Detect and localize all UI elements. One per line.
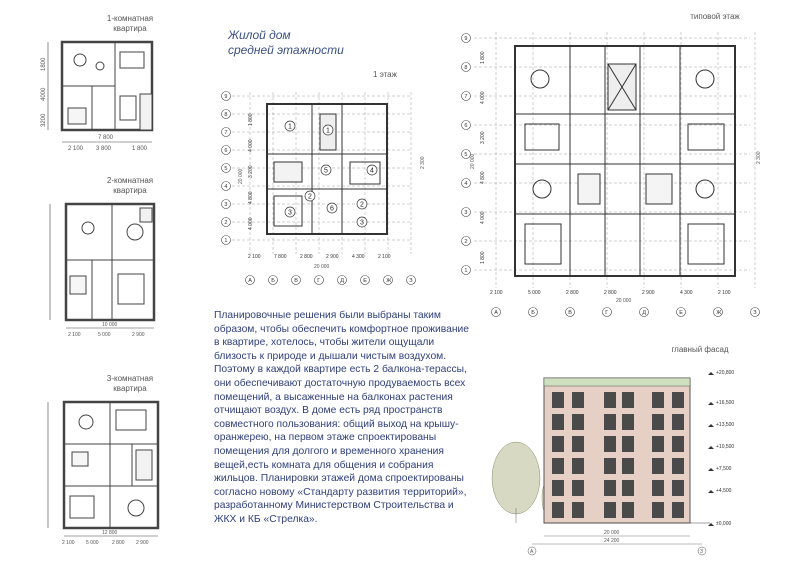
facade-window: [604, 414, 616, 430]
apt1-dim-left-3: 3200: [41, 113, 47, 127]
axis-label: 5: [224, 166, 228, 172]
facade-window: [572, 480, 584, 496]
axis-label: 7: [224, 130, 228, 136]
facade-window: [652, 502, 664, 518]
facade-window: [552, 458, 564, 474]
level-label: ±0,000: [716, 521, 732, 527]
dimension-label: 2 100: [378, 254, 391, 260]
axis-label: 5: [464, 152, 468, 158]
axis-label: Д: [340, 278, 344, 284]
facade-window: [622, 502, 634, 518]
page-title-line2: средней этажности: [228, 43, 344, 57]
axis-label: А: [248, 278, 252, 284]
axis-label: 8: [224, 112, 228, 118]
facade-window: [604, 392, 616, 408]
axis-label: 3: [464, 210, 468, 216]
facade-window: [652, 458, 664, 474]
facade-label: главный фасад: [671, 345, 729, 354]
apt1-dim-left-2: 4000: [41, 87, 47, 101]
apt1-dim-total: 7 800: [98, 135, 114, 141]
dimension-label: 3 200: [480, 131, 486, 144]
facade-window: [552, 436, 564, 452]
apt1-dim-bottom-3: 1 800: [132, 146, 148, 152]
axis-label: Б: [271, 278, 275, 284]
typical-total-width: 20 000: [616, 298, 632, 304]
floor1-right-dim: 2 300: [420, 156, 426, 169]
dimension-label: 2 800: [300, 254, 313, 260]
facade-axis-left: А: [530, 549, 534, 555]
dimension-label: 2 100: [248, 254, 261, 260]
axis-label: Д: [642, 310, 646, 316]
dimension-label: 3 200: [248, 165, 254, 178]
room-number: 3: [360, 219, 364, 227]
axis-label: В: [294, 278, 298, 284]
level-marker: [708, 402, 714, 405]
dimension-label: 2 900: [326, 254, 339, 260]
level-label: +4,500: [716, 488, 732, 494]
dimension-label: 4 000: [248, 139, 254, 152]
room-number: 2: [360, 201, 364, 209]
facade-window: [672, 392, 684, 408]
axis-label: Е: [363, 278, 367, 284]
level-marker: [708, 424, 714, 427]
page-title-line1: Жилой дом: [228, 28, 291, 42]
level-marker: [708, 468, 714, 471]
apt3-plan: [36, 396, 170, 548]
dimension-label: 4 800: [248, 191, 254, 204]
facade-window: [552, 392, 564, 408]
axis-label: 6: [464, 123, 468, 129]
typical-floor-label: типовой этаж: [690, 12, 740, 21]
facade-window: [572, 502, 584, 518]
apt3-dim-bottom-4: 2 900: [136, 540, 149, 546]
apt1-dim-bottom-2: 3 800: [96, 146, 112, 152]
dimension-label: 4 300: [680, 290, 693, 296]
axis-label: З: [753, 310, 757, 316]
level-marker: [708, 523, 714, 526]
typical-floor-plan: [460, 24, 780, 324]
room-number: 2: [308, 193, 312, 201]
dimension-label: 7 800: [274, 254, 287, 260]
dimension-label: 2 100: [490, 290, 503, 296]
facade-window: [672, 414, 684, 430]
facade-window: [604, 436, 616, 452]
apt2-label: [95, 176, 165, 196]
axis-label: Г: [605, 310, 609, 316]
room-number: 5: [324, 167, 328, 175]
axis-label: 9: [224, 94, 228, 100]
facade-window: [622, 458, 634, 474]
apt1-label-line1: 1-комнатная: [106, 14, 154, 23]
apt3-label-line2: квартира: [113, 384, 147, 393]
level-label: +13,500: [716, 422, 735, 428]
axis-label: 2: [464, 239, 468, 245]
room-number: 3: [288, 209, 292, 217]
floor1-plan: [212, 84, 452, 294]
apt2-label-line2: квартира: [113, 186, 147, 195]
dimension-label: 2 800: [604, 290, 617, 296]
axis-label: 2: [224, 220, 228, 226]
level-label: +7,500: [716, 466, 732, 472]
facade-window: [672, 436, 684, 452]
level-label: +10,500: [716, 444, 735, 450]
apt2-dim-bottom-1: 2 100: [68, 332, 81, 338]
apt1-label-line2: квартира: [113, 24, 147, 33]
axis-label: 9: [464, 36, 468, 42]
axis-label: Е: [679, 310, 683, 316]
facade-window: [672, 502, 684, 518]
dimension-label: 1 800: [248, 113, 254, 126]
axis-label: Ж: [716, 310, 722, 316]
facade-window: [552, 502, 564, 518]
room-number: 1: [326, 127, 330, 135]
facade-window: [604, 502, 616, 518]
facade-window: [604, 458, 616, 474]
facade-window: [552, 480, 564, 496]
facade-window: [672, 458, 684, 474]
dimension-label: 4 300: [352, 254, 365, 260]
axis-label: 4: [224, 184, 228, 190]
apt2-plan: [40, 198, 170, 338]
typical-right-dim: 2 300: [756, 151, 762, 164]
axis-label: 6: [224, 148, 228, 154]
apt2-label-line1: 2-комнатная: [106, 176, 154, 185]
apt3-dim-total: 12 800: [102, 530, 118, 536]
apt1-plan: [40, 38, 170, 153]
facade-window: [672, 480, 684, 496]
apt1-label: [95, 14, 165, 34]
axis-label: Г: [317, 278, 321, 284]
facade-window: [652, 436, 664, 452]
facade-window: [622, 392, 634, 408]
typical-total-height: 20 000: [470, 153, 476, 169]
axis-label: Ж: [386, 278, 392, 284]
level-label: +20,800: [716, 370, 735, 376]
level-label: +16,500: [716, 400, 735, 406]
facade-window: [652, 392, 664, 408]
floor1-label: 1 этаж: [373, 70, 397, 79]
description-text: Планировочные решения были выбраны таким образом, чтобы обеспечить комфортное проживание в квартире, хотелось, чтобы жители ощущали близость к природе и дышали чистым воздухом. Поэтому в каждой квартире есть 2 балкона-терассы, они обеспечивают достаточную продуваемость всех помещений, а высаженные на балконах растения отчищают воздух. В доме есть ряд пространств совместного пользования: общий выход на крышу-оранжерею, на первом этаже спроектированы помещения для долгого и временного хранения вещей,есть комната для общения и собрания жильцов. Планировки этажей дома спроектированы согласно новому «Стандарту развития территорий», разработанному Министерством Строительства и ЖКХ и КБ «Стрелка».: [214, 310, 469, 525]
dimension-label: 2 800: [566, 290, 579, 296]
dimension-label: 4 800: [480, 171, 486, 184]
facade-dim-inner: 20 000: [604, 530, 620, 536]
facade-window: [622, 480, 634, 496]
room-number: 6: [330, 205, 334, 213]
facade-window: [552, 414, 564, 430]
apt3-dim-bottom-3: 2 800: [112, 540, 125, 546]
facade-window: [652, 414, 664, 430]
axis-label: 7: [464, 94, 468, 100]
dimension-label: 1 800: [480, 251, 486, 264]
axis-label: В: [568, 310, 572, 316]
facade-elevation: [486, 358, 776, 558]
apt1-dim-left-1: 1800: [41, 57, 47, 71]
axis-label: Б: [531, 310, 535, 316]
apt3-label: [95, 374, 165, 394]
facade-window: [572, 392, 584, 408]
axis-label: А: [494, 310, 498, 316]
axis-label: З: [409, 278, 413, 284]
apt2-dim-bottom-2: 5 000: [98, 332, 111, 338]
facade-window: [572, 414, 584, 430]
apt2-dim-bottom-3: 2 900: [132, 332, 145, 338]
facade-dim-outer: 24 200: [604, 538, 620, 544]
room-number: 4: [370, 167, 374, 175]
dimension-label: 5 000: [528, 290, 541, 296]
axis-label: 3: [224, 202, 228, 208]
level-marker: [708, 446, 714, 449]
apt1-dim-bottom-1: 2 100: [68, 146, 84, 152]
apt3-dim-bottom-2: 5 000: [86, 540, 99, 546]
floor1-total-height: 20 000: [238, 168, 244, 184]
facade-window: [572, 458, 584, 474]
facade-window: [622, 414, 634, 430]
apt3-label-line1: 3-комнатная: [106, 374, 154, 383]
facade-window: [652, 480, 664, 496]
dimension-label: 4 000: [480, 211, 486, 224]
dimension-label: 2 900: [642, 290, 655, 296]
dimension-label: 2 100: [718, 290, 731, 296]
facade-window: [572, 436, 584, 452]
facade-axis-right: З: [700, 549, 704, 555]
tree-left: [492, 442, 540, 514]
axis-label: 1: [224, 238, 228, 244]
page-title: [228, 28, 344, 58]
dimension-label: 4 000: [480, 91, 486, 104]
roof-greenhouse: [544, 378, 690, 386]
floor1-total-width: 20 000: [314, 264, 330, 270]
apt2-dim-total: 10 000: [102, 322, 118, 328]
axis-label: 4: [464, 181, 468, 187]
facade-wall: [544, 378, 690, 523]
axis-label: 1: [464, 268, 468, 274]
axis-label: 8: [464, 65, 468, 71]
dimension-label: 4 000: [248, 217, 254, 230]
facade-window: [604, 480, 616, 496]
level-marker: [708, 490, 714, 493]
dimension-label: 1 800: [480, 51, 486, 64]
facade-window: [622, 436, 634, 452]
apt3-dim-bottom-1: 2 100: [62, 540, 75, 546]
level-marker: [708, 372, 714, 375]
room-number: 1: [288, 123, 292, 131]
